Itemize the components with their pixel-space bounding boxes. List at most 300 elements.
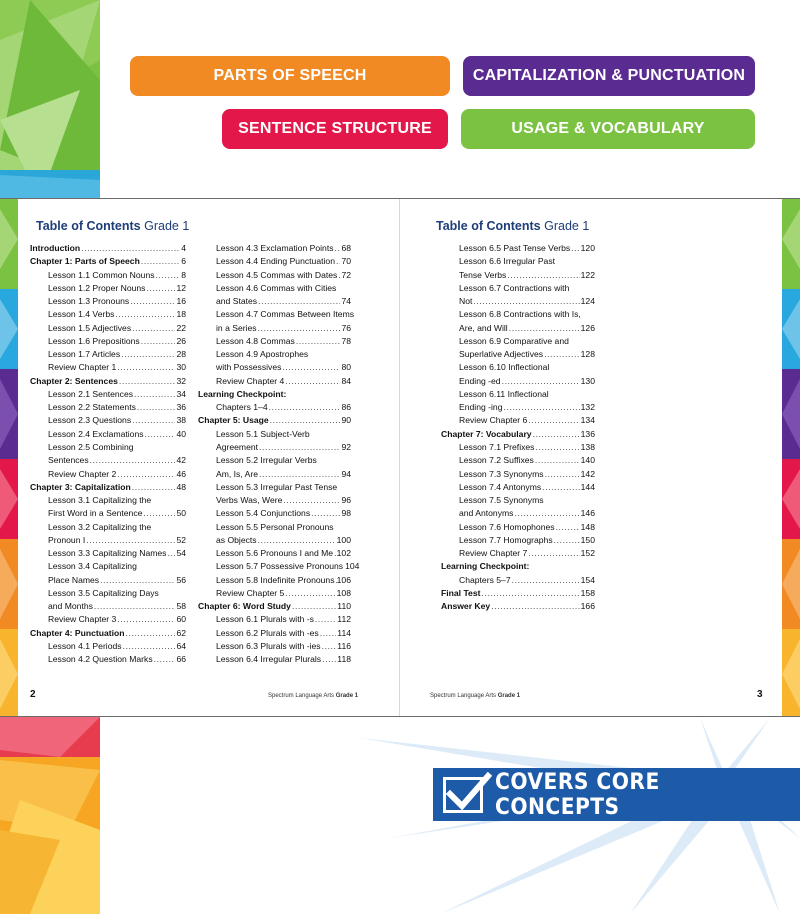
toc-leader-dots [554,534,580,547]
toc-leader-dots [544,348,580,361]
toc-entry-text: Lesson 1.3 Pronouns [48,296,130,307]
toc-entry-page: 26 [176,335,186,346]
toc-entry-text: Introduction [30,243,81,253]
toc-entry-page: 166 [580,601,595,612]
toc-entry [30,640,186,653]
toc-entry-text: Chapter 1: Parts of Speech [30,256,140,267]
toc-leader-dots [100,574,175,587]
toc-entry-text: Lesson 5.5 Personal Pronouns [216,521,334,532]
toc-entry-page: 56 [176,574,186,585]
usage-vocabulary-button[interactable] [461,109,755,149]
toc-entry-text: Lesson 1.5 Adjectives [48,322,132,333]
toc-entry-text: Lesson 3.4 Capitalizing [48,561,137,572]
toc-entry [30,322,186,335]
sentence-structure-button[interactable] [222,109,448,149]
toc-entry-text: Lesson 4.3 Exclamation Points [216,243,334,253]
toc-entry-text: Chapter 7: Vocabulary [441,428,532,439]
toc-entry [30,295,186,308]
toc-entry-text: Answer Key [441,601,491,612]
toc-entry-page: 60 [176,614,186,625]
toc-entry-text: Lesson 6.5 Past Tense Verbs [459,243,571,253]
toc-leader-dots [315,613,336,626]
toc-leader-dots [123,640,176,653]
toc-grade: Grade 1 [544,219,590,233]
toc-entry [441,600,595,613]
toc-entry-page: 50 [176,508,186,519]
toc-entry [198,388,351,401]
toc-entry-page: 110 [337,601,351,612]
toc-leader-dots [535,454,580,467]
toc-entry-page: 72 [341,269,351,280]
toc-leader-dots [296,335,341,348]
toc-leader-dots [533,428,580,441]
toc-leader-dots [338,269,340,282]
toc-leader-dots [503,401,579,414]
toc-entry-text: Lesson 3.2 Capitalizing the [48,521,152,532]
toc-leader-dots [130,295,175,308]
toc-entry-text: Final Test [441,587,481,598]
toc-leader-dots [285,587,335,600]
toc-entry-text: Lesson 6.4 Irregular Plurals [216,654,322,665]
toc-grade: Grade 1 [144,219,190,233]
toc-entry [198,322,351,335]
toc-entry [30,441,186,454]
toc-entry [198,441,351,454]
toc-entry-page: 106 [336,574,351,585]
toc-entry-page: 40 [176,428,186,439]
toc-entry [30,282,186,295]
toc-entry-text: Pronoun I [48,534,86,545]
toc-entry [30,388,186,401]
toc-entry [30,613,186,626]
parts-of-speech-label: PARTS OF SPEECH [213,67,367,84]
toc-column [198,242,360,667]
toc-leader-dots [571,242,580,255]
toc-entry-text: Lesson 6.10 Inflectional [459,362,550,373]
toc-leader-dots [270,414,341,427]
toc-entry [198,361,351,374]
toc-entry-page: 150 [580,534,595,545]
toc-entry [30,534,186,547]
toc-entry-page: 138 [580,441,595,452]
toc-leader-dots [132,481,176,494]
toc-entry [441,468,595,481]
toc-leader-dots [141,255,180,268]
toc-leader-dots [514,507,579,520]
toc-leader-dots [545,468,580,481]
toc-entry [198,521,351,534]
toc-entry [198,468,351,481]
toc-leader-dots [491,600,579,613]
toc-entry [30,335,186,348]
toc-column [30,242,186,667]
toc-entry-text: Lesson 2.2 Statements [48,402,136,413]
toc-entry-text: Lesson 2.3 Questions [48,415,132,426]
toc-entry-text: as Objects [216,534,257,545]
toc-entry-text: Lesson 1.4 Verbs [48,309,115,320]
toc-entry-text: Lesson 5.1 Subject-Verb [216,428,310,439]
toc-entry-page: 58 [176,601,186,612]
toc-column [441,242,595,613]
toc-entry [198,574,351,587]
toc-entry-text: Place Names [48,574,100,585]
toc-entry-text: Superlative Adjectives [459,349,544,360]
toc-entry [30,255,186,268]
toc-entry-text: Review Chapter 3 [48,614,117,625]
toc-entry-page: 64 [176,640,186,651]
toc-leader-dots [137,401,176,414]
toc-entry [198,494,351,507]
toc-entry [198,587,351,600]
toc-leader-dots [292,600,336,613]
toc-leader-dots [115,308,175,321]
toc-entry-text: Tense Verbs [459,269,507,280]
toc-entry-page: 6 [181,256,186,267]
toc-leader-dots [282,361,340,374]
toc-entry-text: Lesson 5.3 Irregular Past Tense [216,481,338,492]
toc-entry-text: Lesson 6.3 Plurals with -ies [216,640,321,651]
toc-leader-dots [121,348,175,361]
toc-entry-page: 132 [580,402,595,413]
toc-leader-dots [334,547,336,560]
toc-entry [198,653,351,666]
toc-entry [441,295,595,308]
capitalization-punctuation-button[interactable] [463,56,755,96]
toc-entry-text: Chapter 5: Usage [198,415,269,426]
toc-entry-page: 38 [176,415,186,426]
toc-entry [441,269,595,282]
toc-entry-text: Verbs Was, Were [216,495,283,506]
toc-leader-dots [126,627,176,640]
toc-leader-dots [134,388,175,401]
toc-entry [30,269,186,282]
toc-entry-text: Review Chapter 2 [48,468,117,479]
checkbox-check-icon [443,777,483,813]
toc-leader-dots [481,587,579,600]
toc-leader-dots [556,521,580,534]
toc-entry [30,401,186,414]
toc-entry [441,322,595,335]
toc-entry-page: 22 [176,322,186,333]
toc-entry [30,481,186,494]
toc-entry [198,481,351,494]
toc-entry-text: with Possessives [216,362,282,373]
toc-entry-text: Chapter 2: Sentences [30,375,118,386]
page-number: 2 [30,689,36,700]
toc-entry [441,242,595,255]
toc-entry [198,375,351,388]
toc-entry [441,282,595,295]
toc-leader-dots [285,375,340,388]
toc-leader-dots [535,441,579,454]
toc-entry-text: Review Chapter 4 [216,375,285,386]
toc-entry-text: in a Series [216,322,257,333]
toc-entry-page: 114 [337,627,351,638]
toc-entry-text: Chapter 6: Word Study [198,601,291,612]
toc-entry-text: Learning Checkpoint: [198,388,287,399]
toc-entry-page: 18 [176,309,186,320]
toc-entry [198,295,351,308]
toc-entry-text: Lesson 6.9 Comparative and [459,335,569,346]
toc-entry-page: 8 [181,269,186,280]
toc-entry-page: 4 [181,243,186,253]
toc-entry [30,468,186,481]
toc-entry [441,428,595,441]
toc-entry-text: Lesson 4.9 Apostrophes [216,349,309,360]
toc-entry [198,335,351,348]
toc-entry [441,507,595,520]
toc-leader-dots [117,361,175,374]
toc-entry [198,560,360,573]
toc-entry [30,428,186,441]
toc-entry-page: 122 [580,269,595,280]
toc-entry-page: 86 [341,402,351,413]
toc-entry [30,242,186,255]
toc-entry [441,388,595,401]
toc-leader-dots [146,282,175,295]
toc-entry-text: Review Chapter 1 [48,362,117,373]
toc-entry [198,269,351,282]
toc-entry [441,308,595,321]
toc-entry [198,640,351,653]
capitalization-punctuation-label: CAPITALIZATION & PUNCTUATION [472,67,746,84]
toc-entry-text: Review Chapter 5 [216,587,285,598]
toc-entry-page: 148 [580,521,595,532]
toc-entry [441,521,595,534]
toc-entry-text: Lesson 1.7 Articles [48,349,121,360]
toc-leader-dots [94,600,176,613]
toc-entry-text: Agreement [216,441,259,452]
toc-entry-text: Lesson 2.5 Combining [48,441,134,452]
toc-entry-text: Not [459,296,473,307]
toc-entry-page: 124 [580,296,595,307]
toc-leader-dots [283,494,340,507]
toc-entry-text: Lesson 4.5 Commas with Dates [216,269,338,280]
toc-entry [441,587,595,600]
toc-entry-page: 42 [176,455,186,466]
toc-entry [441,348,595,361]
toc-entry [198,454,351,467]
toc-entry-page: 78 [341,335,351,346]
toc-entry-page: 12 [176,282,186,293]
toc-entry-page: 46 [176,468,186,479]
toc-entry-page: 120 [580,243,595,253]
footer-grade: Grade 1 [335,693,359,699]
toc-entry-page: 48 [176,481,186,492]
page-footer [430,693,520,699]
toc-entry-text: Lesson 7.1 Prefixes [459,441,535,452]
toc-entry-text: First Word in a Sentence [48,508,143,519]
toc-entry-page: 104 [345,561,360,572]
toc-entry-page: 102 [336,548,351,559]
toc-title: Table of Contents [36,219,141,233]
toc-leader-dots [473,295,579,308]
toc-entry-page: 74 [341,296,351,307]
toc-entry-text: Lesson 7.4 Antonyms [459,481,542,492]
toc-entry-text: Chapters 5–7 [459,574,511,585]
toc-entry-text: Lesson 1.1 Common Nouns [48,269,155,280]
page-number: 3 [757,689,763,700]
toc-entry-text: Chapter 3: Capitalization [30,481,131,492]
toc-leader-dots [143,507,175,520]
toc-entry-text: Lesson 7.7 Homographs [459,534,553,545]
toc-entry-text: and Antonyms [459,508,514,519]
toc-entry-text: Lesson 6.11 Inflectional [459,388,549,399]
toc-entry-text: Lesson 6.7 Contractions with [459,282,570,293]
toc-entry-text: Lesson 5.4 Conjunctions [216,508,311,519]
toc-entry [441,560,595,573]
toc-entry-text: Lesson 6.1 Plurals with -s [216,614,314,625]
right-page [400,199,782,716]
toc-leader-dots [512,574,580,587]
toc-entry [441,494,595,507]
toc-entry-text: Lesson 6.2 Plurals with -es [216,627,319,638]
page-footer [268,693,358,699]
toc-entry [30,653,186,666]
toc-leader-dots [145,428,176,441]
toc-entry-page: 146 [580,508,595,519]
toc-entry-text: Lesson 4.8 Commas [216,335,295,346]
toc-entry [30,375,186,388]
left-page [18,199,399,716]
toc-entry-text: Lesson 7.3 Synonyms [459,468,544,479]
toc-entry [198,547,351,560]
toc-entry [30,587,186,600]
badge-text: COVERS CORE CONCEPTS [495,769,660,820]
toc-entry-page: 144 [580,481,595,492]
toc-entry [198,600,351,613]
toc-entry [30,600,186,613]
toc-entry-text: Lesson 3.5 Capitalizing Days [48,587,159,598]
toc-entry [30,494,186,507]
covers-core-concepts-banner [433,768,800,821]
toc-entry [198,627,351,640]
toc-leader-dots [258,534,336,547]
toc-entry [441,335,595,348]
toc-entry [30,348,186,361]
toc-entry-page: 130 [580,375,595,386]
toc-leader-dots [86,534,175,547]
toc-entry-page: 100 [336,534,351,545]
toc-entry-text: Am, Is, Are [216,468,259,479]
toc-entry-text: Learning Checkpoint: [441,561,530,572]
toc-entry-text: Lesson 1.2 Proper Nouns [48,282,146,293]
toc-entry [441,255,595,268]
toc-entry [30,507,186,520]
toc-leader-dots [507,269,579,282]
toc-entry-text: Lesson 3.3 Capitalizing Names [48,548,167,559]
toc-leader-dots [311,507,340,520]
toc-leader-dots [509,322,580,335]
toc-entry [198,282,351,295]
toc-leader-dots [258,295,340,308]
toc-entry [198,428,351,441]
sentence-structure-label: SENTENCE STRUCTURE [238,120,432,137]
toc-entry-text: Lesson 4.7 Commas Between Items [216,309,355,320]
right-color-band [782,199,800,716]
toc-entry-page: 76 [341,322,351,333]
toc-entry-page: 28 [176,349,186,360]
toc-leader-dots [259,468,340,481]
toc-entry-page: 84 [341,375,351,386]
toc-entry-page: 30 [176,362,186,373]
toc-entry [198,613,351,626]
footer-grade: Grade 1 [497,693,521,699]
toc-entry-text: Lesson 2.1 Sentences [48,388,134,399]
toc-entry [441,441,595,454]
toc-entry-text: Lesson 4.1 Periods [48,640,122,651]
toc-leader-dots [320,627,337,640]
toc-entry-page: 116 [337,640,351,651]
toc-leader-dots [335,242,341,255]
toc-leader-dots [81,242,180,255]
toc-entry-text: Review Chapter 7 [459,548,528,559]
toc-leader-dots [119,375,176,388]
toc-entry-page: 92 [341,441,351,452]
toc-leader-dots [117,613,175,626]
toc-entry-page: 134 [580,415,595,426]
toc-entry-text: Lesson 7.5 Synonyms [459,495,544,506]
toc-entry-page: 32 [176,375,186,386]
toc-entry-text: Review Chapter 6 [459,415,528,426]
toc-entry-page: 80 [341,362,351,373]
toc-entry-page: 70 [341,256,351,267]
toc-entry-text: Lesson 1.6 Prepositions [48,335,140,346]
toc-entry-text: Lesson 4.2 Question Marks [48,654,153,665]
toc-leader-dots [132,322,175,335]
toc-leader-dots [269,401,341,414]
toc-title: Table of Contents [436,219,541,233]
toc-entry-page: 62 [176,627,186,638]
toc-entry-page: 136 [580,428,595,439]
toc-entry-text: Are, and Will [459,322,508,333]
toc-leader-dots [258,322,341,335]
toc-entry [198,255,351,268]
toc-entry-page: 34 [176,388,186,399]
book-spread [0,198,800,717]
toc-entry-page: 140 [580,455,595,466]
toc-entry [198,534,351,547]
toc-entry [441,454,595,467]
toc-entry [30,574,186,587]
toc-entry [30,454,186,467]
toc-entry-page: 118 [337,654,351,665]
toc-entry-page: 128 [580,349,595,360]
toc-entry-page: 16 [176,296,186,307]
toc-entry [30,560,186,573]
toc-entry [30,547,186,560]
toc-entry-text: Lesson 7.6 Homophones [459,521,555,532]
toc-entry [198,401,351,414]
toc-entry-page: 68 [341,243,351,253]
toc-entry [30,361,186,374]
toc-entry [441,361,595,374]
toc-entry-text: Lesson 6.6 Irregular Past [459,256,556,267]
toc-leader-dots [90,454,176,467]
toc-leader-dots [259,441,340,454]
toc-entry-page: 154 [580,574,595,585]
toc-entry-text: Ending -ing [459,402,503,413]
toc-entry [198,242,351,255]
left-color-band [0,199,18,716]
toc-leader-dots [117,468,175,481]
footer-series: Spectrum Language Arts [268,693,335,699]
toc-leader-dots [502,375,580,388]
parts-of-speech-button[interactable] [130,56,450,96]
toc-leader-dots [141,335,176,348]
footer-series: Spectrum Language Arts [430,693,497,699]
toc-entry-page: 90 [341,415,351,426]
